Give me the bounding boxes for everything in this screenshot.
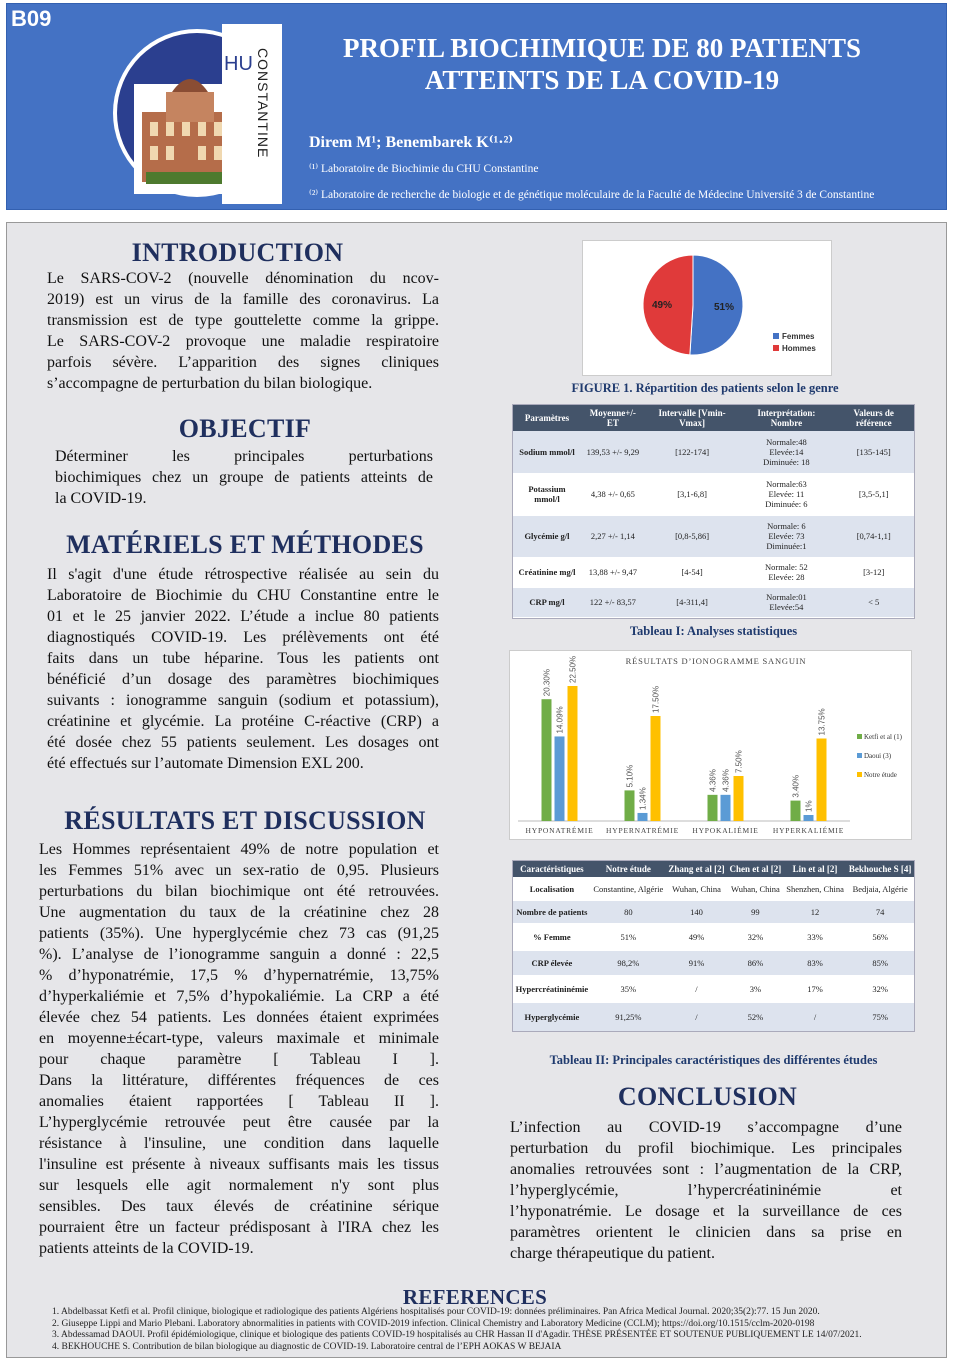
table2-cell: 74 — [846, 901, 914, 923]
table1-interp-line: Elevée: 28 — [768, 572, 805, 582]
table2-cell: 83% — [784, 951, 847, 975]
pie-legend-swatch — [773, 333, 779, 339]
intro-text — [47, 268, 439, 394]
bar-svg — [510, 651, 913, 841]
table1-cell: [122-174] — [645, 431, 740, 473]
table1-cell: 2,27 +/- 1,14 — [581, 515, 645, 557]
table1-row — [513, 587, 914, 617]
bar-0-0 — [542, 699, 552, 821]
conclusion-heading: CONCLUSION — [617, 1082, 798, 1111]
reference-item: 1. Abdelbassat Ketfi et al. Profil clinique, biologique et radiologique des patients Algériens hospitalisés pour COVID-19: données préliminaires. Pan Africa Medical Journal. 2020;35(2):77. 15 Jun 2020. — [52, 1307, 820, 1317]
bar-data-label: 7.50% — [734, 750, 744, 773]
results-line: sur lesquels elle agit normalement n'y sont plus — [39, 1177, 439, 1194]
results-line: pourraient être un facteur prédisposant à l'IRA chez les — [39, 1219, 439, 1236]
table1-interp-line: Normale: 52 — [765, 562, 808, 572]
bar-legend-swatch — [857, 753, 862, 758]
table1-interp-line: Normale: 6 — [767, 521, 806, 531]
table1-interp-line: Normale:63 — [766, 479, 807, 489]
table1-row — [513, 473, 914, 515]
table2-cell: Wuhan, China — [666, 877, 727, 901]
table2-cell: Hypercréatininémie — [513, 975, 591, 1003]
bar-2-2 — [734, 776, 744, 821]
table1-row — [513, 515, 914, 557]
table1-cell: CRP mg/l — [513, 587, 581, 617]
table2-cell: 91,25% — [591, 1003, 666, 1031]
table1-interp-line: Elevée:14 — [769, 446, 804, 457]
results-line: patients atteints de la COVID-19. — [39, 1240, 254, 1257]
table2-row — [513, 975, 914, 1003]
table1-cell: 122 +/- 83,57 — [581, 587, 645, 617]
methods-line: été dosée chez 55 patients seulement. Les dosages ont — [47, 734, 439, 751]
results-line: patients (35%). Une hyperglycémie chez 73 cas (91,25 — [39, 925, 439, 942]
bar-data-label: 20.30% — [542, 669, 552, 697]
gender-pie-chart — [582, 240, 832, 376]
objectif-line: Déterminer les principales perturbations — [55, 448, 433, 465]
table1-cell: 4,38 +/- 0,65 — [581, 473, 645, 515]
results-heading: RÉSULTATS ET DISCUSSION — [64, 806, 426, 835]
bar-category-label: HYPONATRÉMIE — [525, 826, 594, 835]
title-line-2: ATTEINTS DE LA COVID-19 — [424, 65, 780, 95]
table1-cell: [0,8-5,86] — [645, 515, 740, 557]
bar-0-3 — [791, 801, 801, 821]
poster-header — [6, 3, 947, 210]
bar-1-2 — [721, 795, 731, 821]
ionogram-bar-chart — [509, 650, 912, 840]
table2-cell: Shenzhen, China — [784, 877, 847, 901]
bar-data-label: 1.34% — [638, 787, 648, 810]
table2-cell: 140 — [666, 901, 727, 923]
pie-svg — [583, 241, 833, 377]
table2-cell: Localisation — [513, 877, 591, 901]
table2-cell: 12 — [784, 901, 847, 923]
bar-0-2 — [708, 795, 718, 821]
bar-data-label: 14.09% — [555, 706, 565, 734]
pie-label: 51% — [713, 301, 734, 313]
intro-line: parfois sévère. L’apparition des signes cliniques — [47, 354, 439, 371]
table2-cell: / — [666, 975, 727, 1003]
table1-interp-line: Diminuée: 18 — [763, 456, 810, 467]
intro-line: Le SARS-COV-2 (nouvelle dénomination du ncov- — [47, 270, 439, 287]
conclusion-text — [510, 1117, 902, 1264]
results-line: l'insuline est présente à niveaux suffisants mais les tissus — [39, 1156, 439, 1173]
table2-caption: Tableau II: Principales caractéristiques des différentes études — [549, 1053, 878, 1067]
logo-hu-text: HU — [224, 53, 253, 75]
table2-row — [513, 877, 914, 901]
table1-cell: Glycémie g/l — [513, 515, 581, 557]
table2 — [512, 860, 915, 1032]
bar-0-1 — [625, 790, 635, 821]
logo-city-text: CONSTANTINE — [255, 48, 271, 159]
table2-cell: 91% — [666, 951, 727, 975]
objectif-line: la COVID-19. — [55, 490, 147, 507]
methods-text — [47, 564, 439, 774]
conclusion-line: paramètres orientent le clinicien dans sa prise en — [510, 1224, 902, 1241]
bar-2-3 — [817, 739, 827, 822]
results-line: les Femmes 51% avec un sex-ratio de 0,95. Plusieurs — [39, 862, 439, 879]
table1-interp-line: Elevée: 73 — [768, 531, 805, 541]
bar-chart-title: RÉSULTATS D’IONOGRAMME SANGUIN — [625, 656, 807, 666]
methods-line: diagnostiqués COVID-19. Les prélèvements ont été — [47, 629, 439, 646]
table2-row — [513, 951, 914, 975]
pie-legend-swatch — [773, 345, 779, 351]
table2-header-cell: Chen et al [2] — [727, 861, 784, 877]
table1-interp-line: Normale:01 — [766, 592, 807, 602]
table1-interp-line: Diminuée: 6 — [765, 499, 808, 509]
table2-header-cell: Notre étude — [591, 861, 666, 877]
methods-line: Laboratoire de Biochimie du CHU Constantine entre le — [47, 587, 439, 604]
affiliation-1: ⁽¹⁾ Laboratoire de Biochimie du CHU Constantine — [309, 163, 539, 175]
table2-cell: 52% — [727, 1003, 784, 1031]
bar-legend-label: Notre étude — [864, 771, 897, 779]
table2-cell: 35% — [591, 975, 666, 1003]
table1-cell: 139,53 +/- 9,29 — [581, 431, 645, 473]
table1-grid — [513, 405, 914, 618]
bar-category-label: HYPERKALIÉMIE — [772, 826, 845, 835]
table2-cell: 32% — [727, 923, 784, 951]
table2-cell: 17% — [784, 975, 847, 1003]
table2-header-cell: Caractéristiques — [513, 861, 591, 877]
results-line: perturbations du bilan biochimique ont été retrouvées. — [39, 883, 439, 900]
table1-cell: [4-311,4] — [645, 587, 740, 617]
table1-cell: Créatinine mg/l — [513, 557, 581, 587]
methods-line: Il s'agit d'une étude rétrospective réalisée au sein du — [47, 566, 439, 583]
table1-cell: [4-54] — [645, 557, 740, 587]
table1-header-cell: Interprétation: Nombre — [739, 405, 833, 431]
title-line-1: PROFIL BIOCHIMIQUE DE 80 PATIENTS — [342, 33, 862, 63]
table2-row — [513, 901, 914, 923]
bar-2-0 — [568, 686, 578, 821]
table2-cell: 49% — [666, 923, 727, 951]
table2-cell: 51% — [591, 923, 666, 951]
table1-cell — [739, 473, 833, 515]
table1-cell: [135-145] — [833, 431, 914, 473]
table1-row — [513, 431, 914, 473]
objectif-text — [55, 446, 433, 509]
methods-line: bénéficié d’un dosage des paramètres biochimiques — [47, 671, 439, 688]
objectif-line: biochimiques chez un groupe de patients atteints de — [55, 469, 433, 486]
table2-cell: / — [784, 1003, 847, 1031]
table2-header-cell: Zhang et al [2] — [666, 861, 727, 877]
bar-1-0 — [555, 736, 565, 821]
results-line: anomalies étaient rapportées [ Tableau II ]. — [39, 1093, 439, 1110]
figure1-caption: FIGURE 1. Répartition des patients selon le genre — [571, 381, 839, 395]
table2-cell: Hyperglycémie — [513, 1003, 591, 1031]
bar-2-1 — [651, 716, 661, 821]
table2-cell: 85% — [846, 951, 914, 975]
bar-data-label: 4.36% — [708, 769, 718, 792]
authors: Direm M¹; Benembarek K⁽¹·²⁾ — [309, 134, 514, 151]
table1-interp-line: Elevée:54 — [769, 602, 804, 612]
table1-header-cell: Paramètres — [513, 405, 581, 431]
conclusion-line: L’infection au COVID-19 s’accompagne d’une — [510, 1119, 902, 1136]
table1-header-cell: Intervalle [Vmin-Vmax] — [645, 405, 740, 431]
table2-row — [513, 1003, 914, 1031]
table1-header-row — [513, 405, 914, 431]
table2-cell: Constantine, Algérie — [591, 877, 666, 901]
poster-code: B09 — [11, 6, 52, 31]
table2-cell: / — [666, 1003, 727, 1031]
table1-row — [513, 557, 914, 587]
reference-item: 2. Giuseppe Lippi and Mario Plebani. Laboratory abnormalities in patients with COVID-2019 infection. Clinical Chemistry and Laboratory Medicine (CCLM); https://doi.org/10.1515/cclm-2020-0198 — [52, 1318, 815, 1329]
results-line: %). L’analyse de l’ionogramme sanguin a donné : 22,5 — [39, 946, 439, 963]
table1-cell: [3,1-6,8] — [645, 473, 740, 515]
reference-item: 4. BEKHOUCHE S. Contribution de bilan biologique au diagnostic de COVID-19. Laboratoire central de l’EPH AOKAS W BEJAIA — [52, 1341, 562, 1352]
bar-1-3 — [804, 815, 814, 821]
table1-interp-line: Diminuée:1 — [766, 541, 807, 551]
table2-cell: 99 — [727, 901, 784, 923]
bar-data-label: 1% — [804, 800, 814, 812]
bar-category-label: HYPOKALIÉMIE — [692, 826, 759, 835]
references-list — [52, 1307, 862, 1353]
bar-data-label: 5.10% — [625, 764, 635, 788]
table2-cell: CRP élevée — [513, 951, 591, 975]
conclusion-line: l’hyperglycémie, l’hypercréatininémie et — [510, 1182, 902, 1199]
results-line: Les Hommes représentaient 49% de notre population et — [39, 841, 439, 858]
conclusion-line: l’hyponatrémie. Le dosage et la surveillance de ces — [510, 1203, 902, 1220]
results-line: pour chaque paramètre [ Tableau I ]. — [39, 1051, 439, 1068]
results-line: Dans la littérature, différentes fréquences de ces — [39, 1072, 439, 1089]
table2-cell: 3% — [727, 975, 784, 1003]
pie-legend-label: Femmes — [782, 332, 815, 341]
methods-line: été effectués sur l’automate Dimension EXL 200. — [47, 755, 364, 772]
methods-line: suivants : ionogramme sanguin (sodium et potassium), — [47, 692, 439, 709]
table2-cell: 75% — [846, 1003, 914, 1031]
methods-line: créatinine et glycémie. La protéine C-réactive (CRP) a — [47, 713, 439, 730]
pie-label: 49% — [652, 300, 673, 312]
bar-data-label: 3.40% — [791, 774, 801, 798]
intro-line: Le SARS-COV-2 provoque une maladie respiratoire — [47, 333, 439, 350]
intro-line: transmission est de type gouttelette comme la grippe. — [47, 312, 439, 329]
table1-header-cell: Valeurs de référence — [833, 405, 914, 431]
bar-legend-label: Daoui (3) — [864, 752, 892, 760]
methods-heading: MATÉRIELS ET MÉTHODES — [66, 530, 424, 559]
table2-cell: % Femme — [513, 923, 591, 951]
bar-legend-swatch — [857, 772, 862, 777]
intro-heading: INTRODUCTION — [131, 238, 344, 267]
results-line: élevée chez 54 patients. Les données étaient exprimées — [39, 1009, 439, 1026]
objectif-heading: OBJECTIF — [178, 414, 312, 443]
methods-line: 01 et le 25 janvier 2022. L’étude a inclue 80 patients — [47, 608, 439, 625]
table1-interp-line: Normale:48 — [766, 436, 807, 447]
table1-cell: [3-12] — [833, 557, 914, 587]
results-text — [39, 839, 439, 1259]
table2-cell: 32% — [846, 975, 914, 1003]
table2-header-cell: Bekhouche S [4] — [846, 861, 914, 877]
table2-row — [513, 923, 914, 951]
table1-cell: [0,74-1,1] — [833, 515, 914, 557]
table2-cell: 86% — [727, 951, 784, 975]
table1-cell — [739, 557, 833, 587]
table1-cell: < 5 — [833, 587, 914, 617]
table2-cell: 33% — [784, 923, 847, 951]
conclusion-line: anomalies retrouvées sont : l’augmentation de la CRP, — [510, 1161, 902, 1178]
bar-legend-label: Ketfi et al (1) — [864, 733, 902, 741]
table1-interp-line: Elevée: 11 — [768, 489, 805, 499]
poster-title — [307, 32, 897, 96]
bar-data-label: 13.75% — [817, 708, 827, 736]
table2-grid — [513, 861, 914, 1031]
table1-cell: 13,88 +/- 9,47 — [581, 557, 645, 587]
results-line: Une augmentation du taux de la créatinine chez 28 — [39, 904, 439, 921]
pie-legend-label: Hommes — [782, 344, 816, 353]
table1-header-cell: Moyenne+/- ET — [581, 405, 645, 431]
bar-data-label: 17.50% — [651, 685, 661, 713]
bar-category-label: HYPERNATRÉMIE — [606, 826, 679, 835]
table2-cell: 98,2% — [591, 951, 666, 975]
table1-cell: [3,5-5,1] — [833, 473, 914, 515]
results-line: en moyenne±écart-type, valeurs maximale et minimale — [39, 1030, 439, 1047]
table2-cell: Nombre de patients — [513, 901, 591, 923]
chu-constantine-logo — [112, 22, 282, 204]
reference-item: 3. Abdessamad DAOUI. Profil épidémiologique, clinique et biologique des patients COVID-19 hospitalisés au CHR Hassan II d'Agadir. THÈSE PRÉSENTÉE ET SOUTENUE PUBLIQUEMENT LE 14/07/2021. — [52, 1330, 862, 1340]
table1-cell — [739, 587, 833, 617]
table1-cell — [739, 515, 833, 557]
table2-cell: Bedjaia, Algérie — [846, 877, 914, 901]
table2-header-cell: Lin et al [2] — [784, 861, 847, 877]
conclusion-line: perturbation du profil biochimique. Les principales — [510, 1140, 902, 1157]
affiliation-2: ⁽²⁾ Laboratoire de recherche de biologie et de génétique moléculaire de la Faculté de Médecine Université 3 de Constantine — [309, 189, 875, 201]
table2-header-row — [513, 861, 914, 877]
table2-cell: 56% — [846, 923, 914, 951]
bar-data-label: 22.50% — [568, 655, 578, 683]
bar-data-label: 4.36% — [721, 769, 731, 792]
table1-cell: Potassium mmol/l — [513, 473, 581, 515]
table1 — [512, 404, 915, 619]
table1-cell — [739, 431, 833, 473]
table1-cell: Sodium mmol/l — [513, 431, 581, 473]
results-line: résistance à l'insuline, une condition dans laquelle — [39, 1135, 439, 1152]
results-line: L’hyperglycémie retrouvée peut être causée par la — [39, 1114, 439, 1131]
intro-line: 2019) est un virus de la famille des coronavirus. La — [47, 291, 439, 308]
bar-1-1 — [638, 813, 648, 821]
intro-line: s’accompagne de perturbation du bilan biologique. — [47, 375, 373, 392]
table2-cell: Wuhan, China — [727, 877, 784, 901]
table1-caption: Tableau I: Analyses statistiques — [629, 624, 798, 638]
references-heading: REFERENCES — [402, 1285, 548, 1309]
results-line: sensibles. Des taux élevés de créatinine sérique — [39, 1198, 439, 1215]
table2-cell: 80 — [591, 901, 666, 923]
conclusion-line: charge thérapeutique du patient. — [510, 1245, 715, 1262]
results-line: d’hyperkaliémie et 7,5% d’hypokaliémie. La CRP a été — [39, 988, 439, 1005]
bar-legend-swatch — [857, 734, 862, 739]
results-line: % d’hyponatrémie, 17,5 % d’hypernatrémie, 13,75% — [39, 967, 439, 984]
methods-line: faits dans un tube héparine. Tous les patients ont — [47, 650, 439, 667]
